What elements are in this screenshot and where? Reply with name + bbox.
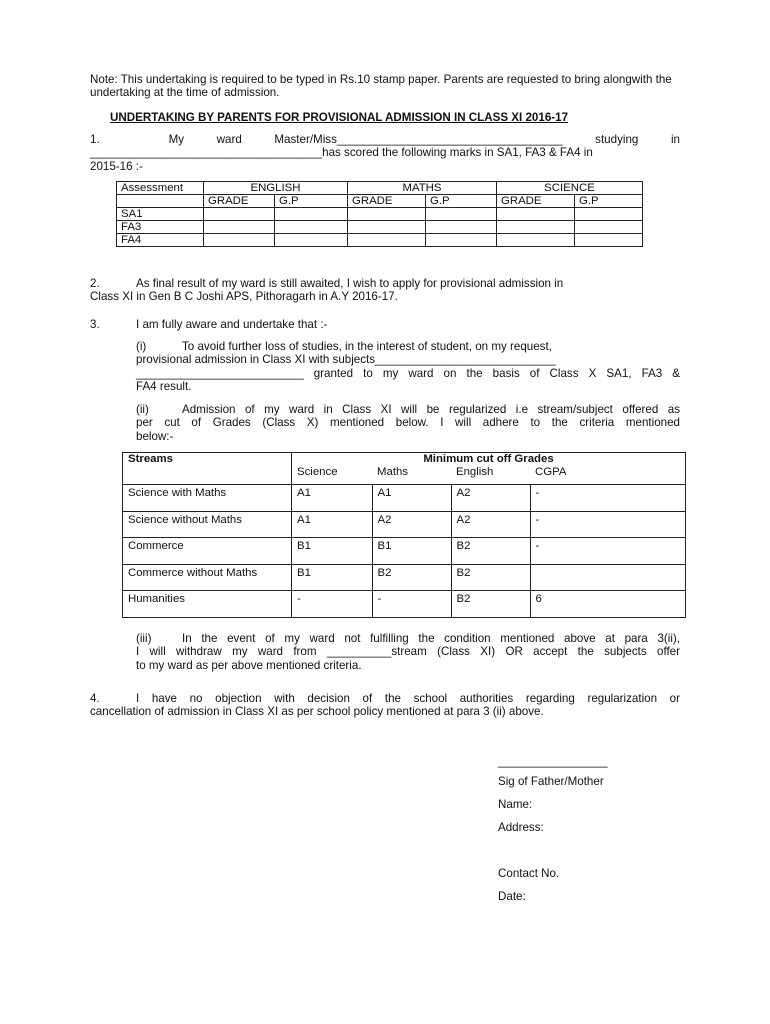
table-cell[interactable]	[575, 208, 643, 221]
word: studying	[595, 133, 639, 146]
clause-text: To avoid further loss of studies, in the interest of student, on my request,	[182, 340, 552, 353]
grade-cell: B2	[451, 538, 530, 565]
word: ward	[216, 133, 242, 146]
para-3-i-line-1	[136, 340, 680, 353]
para-number: 2.	[90, 277, 100, 290]
note-text: Note: This undertaking is required to be typed in Rs.10 stamp paper. Parents are requested to bring alongwith the undertaking at the time of admission.	[90, 73, 672, 100]
stream-name: Science with Maths	[123, 485, 292, 512]
para-1-line-2: ____________________________________has scored the following marks in SA1, FA3 & FA4 in	[90, 146, 593, 160]
grade-cell: -	[530, 538, 686, 565]
table-cell[interactable]	[497, 234, 575, 247]
para-number: 1.	[90, 133, 100, 146]
table-cell[interactable]	[204, 221, 275, 234]
grade-cell: A2	[372, 511, 451, 538]
table-cell[interactable]	[275, 221, 348, 234]
cutoff-header: Minimum cut off Grades	[292, 453, 686, 467]
table-row	[123, 485, 686, 512]
clause-label: (i)	[136, 340, 147, 353]
table-cell	[117, 195, 204, 208]
row-label: FA4	[117, 234, 204, 247]
master-miss-blank[interactable]: Master/Miss___________________________________	[274, 133, 563, 146]
row-label: SA1	[117, 208, 204, 221]
sub-header: G.P	[275, 195, 348, 208]
para-2-line-2: Class XI in Gen B C Joshi APS, Pithoragarh in A.Y 2016-17.	[90, 290, 398, 304]
table-row	[123, 564, 686, 591]
signature-label: Sig of Father/Mother	[498, 775, 604, 788]
clause-text: In the event of my ward not fulfilling the condition mentioned above at para 3(ii),	[182, 632, 680, 645]
para-text: I have no objection with decision of the school authorities regarding regularization or	[136, 692, 680, 705]
table-row	[123, 591, 686, 618]
subject-header-english: ENGLISH	[204, 182, 348, 195]
grade-cell: B1	[372, 538, 451, 565]
contact-label: Contact No.	[498, 867, 560, 880]
sub-header: GRADE	[204, 195, 275, 208]
streams-header: Streams	[123, 453, 292, 467]
date-label: Date:	[498, 890, 526, 903]
stream-name: Commerce without Maths	[123, 564, 292, 591]
para-3-intro	[90, 318, 680, 331]
table-row	[123, 538, 686, 565]
table-cell[interactable]	[426, 234, 497, 247]
grade-cell: B2	[451, 591, 530, 618]
column-header: Science	[292, 466, 373, 485]
para-4	[90, 692, 680, 719]
para-2	[90, 277, 680, 304]
table-cell[interactable]	[426, 208, 497, 221]
column-header: CGPA	[530, 466, 686, 485]
grade-cell: B2	[372, 564, 451, 591]
sub-header: GRADE	[348, 195, 426, 208]
stream-name: Science without Maths	[123, 511, 292, 538]
document-title: UNDERTAKING BY PARENTS FOR PROVISIONAL ADMISSION IN CLASS XI 2016-17	[110, 111, 569, 124]
para-3-ii	[136, 403, 680, 443]
para-3-i-line-3: __________________________ granted to my ward on the basis of Class X SA1, FA3 &	[136, 366, 680, 380]
table-cell[interactable]	[575, 234, 643, 247]
para-4-line-1	[90, 692, 680, 705]
column-header: English	[456, 466, 494, 478]
para-3-ii-line-3: below:-	[136, 429, 174, 443]
sub-header: GRADE	[497, 195, 575, 208]
grade-cell: B1	[292, 538, 373, 565]
grade-cell: A1	[372, 485, 451, 512]
para-3-iii	[136, 632, 680, 672]
clause-label: (ii)	[136, 403, 149, 416]
table-cell[interactable]	[426, 221, 497, 234]
table-cell[interactable]	[497, 208, 575, 221]
sub-header: G.P	[426, 195, 497, 208]
para-3-ii-line-2: per cut of Grades (Class X) mentioned below. I will adhere to the criteria mentioned	[136, 416, 680, 430]
table-cell[interactable]	[348, 234, 426, 247]
table-cell[interactable]	[575, 221, 643, 234]
grade-cell: B2	[451, 564, 530, 591]
marks-table	[116, 181, 643, 247]
name-label: Name:	[498, 798, 533, 811]
table-row	[117, 234, 643, 247]
word: in	[670, 133, 680, 146]
grade-cell: A2	[451, 485, 530, 512]
para-3-i-line-4: FA4 result.	[136, 380, 192, 394]
column-header: Maths	[377, 466, 409, 478]
grade-cell: B1	[292, 564, 373, 591]
table-cell	[123, 466, 292, 485]
table-cell[interactable]	[204, 208, 275, 221]
table-cell[interactable]	[275, 208, 348, 221]
subject-header-maths: MATHS	[348, 182, 497, 195]
para-3-i	[136, 340, 680, 394]
word: My	[168, 133, 185, 146]
table-row	[117, 208, 643, 221]
table-cell[interactable]	[348, 208, 426, 221]
grade-cell: A1	[292, 485, 373, 512]
para-1-line-1	[90, 133, 680, 146]
grade-cell: -	[530, 485, 686, 512]
para-2-line-1	[90, 277, 680, 290]
stream-name: Humanities	[123, 591, 292, 618]
grade-cell: -	[292, 591, 373, 618]
signature-line[interactable]: _________________	[498, 755, 608, 768]
subject-header-science: SCIENCE	[497, 182, 643, 195]
stream-name: Commerce	[123, 538, 292, 565]
assessment-header: Assessment	[117, 182, 204, 195]
table-cell[interactable]	[275, 234, 348, 247]
para-1-line-3: 2015-16 :-	[90, 159, 143, 173]
para-3-iii-line-2: I will withdraw my ward from __________stream (Class XI) OR accept the subjects offer	[136, 645, 680, 659]
para-4-line-2: cancellation of admission in Class XI as per school policy mentioned at para 3 (ii) above.	[90, 705, 544, 719]
grade-cell: -	[530, 511, 686, 538]
para-number: 3.	[90, 318, 100, 331]
para-number: 4.	[90, 692, 100, 705]
para-text: I am fully aware and undertake that :-	[136, 318, 328, 331]
clause-label: (iii)	[136, 632, 152, 645]
para-1	[90, 133, 680, 173]
para-3-iii-line-1	[136, 632, 680, 645]
para-text: As final result of my ward is still awaited, I wish to apply for provisional admission in	[136, 277, 564, 290]
para-3-iii-line-3: to my ward as per above mentioned criteria.	[136, 658, 362, 672]
grade-cell: -	[372, 591, 451, 618]
table-row	[123, 511, 686, 538]
table-row	[117, 221, 643, 234]
para-3-i-line-2: provisional admission in Class XI with subjects____________________________	[136, 353, 556, 367]
row-label: FA3	[117, 221, 204, 234]
grade-cell: A2	[451, 511, 530, 538]
table-cell[interactable]	[497, 221, 575, 234]
clause-text: Admission of my ward in Class XI will be regularized i.e stream/subject offered as	[182, 403, 680, 416]
sub-header: G.P	[575, 195, 643, 208]
grade-cell: A1	[292, 511, 373, 538]
grade-cell: 6	[530, 591, 686, 618]
table-cell[interactable]	[204, 234, 275, 247]
grade-cell	[530, 564, 686, 591]
address-label: Address:	[498, 821, 544, 834]
streams-table	[122, 452, 686, 618]
para-3-ii-line-1	[136, 403, 680, 416]
table-cell[interactable]	[348, 221, 426, 234]
